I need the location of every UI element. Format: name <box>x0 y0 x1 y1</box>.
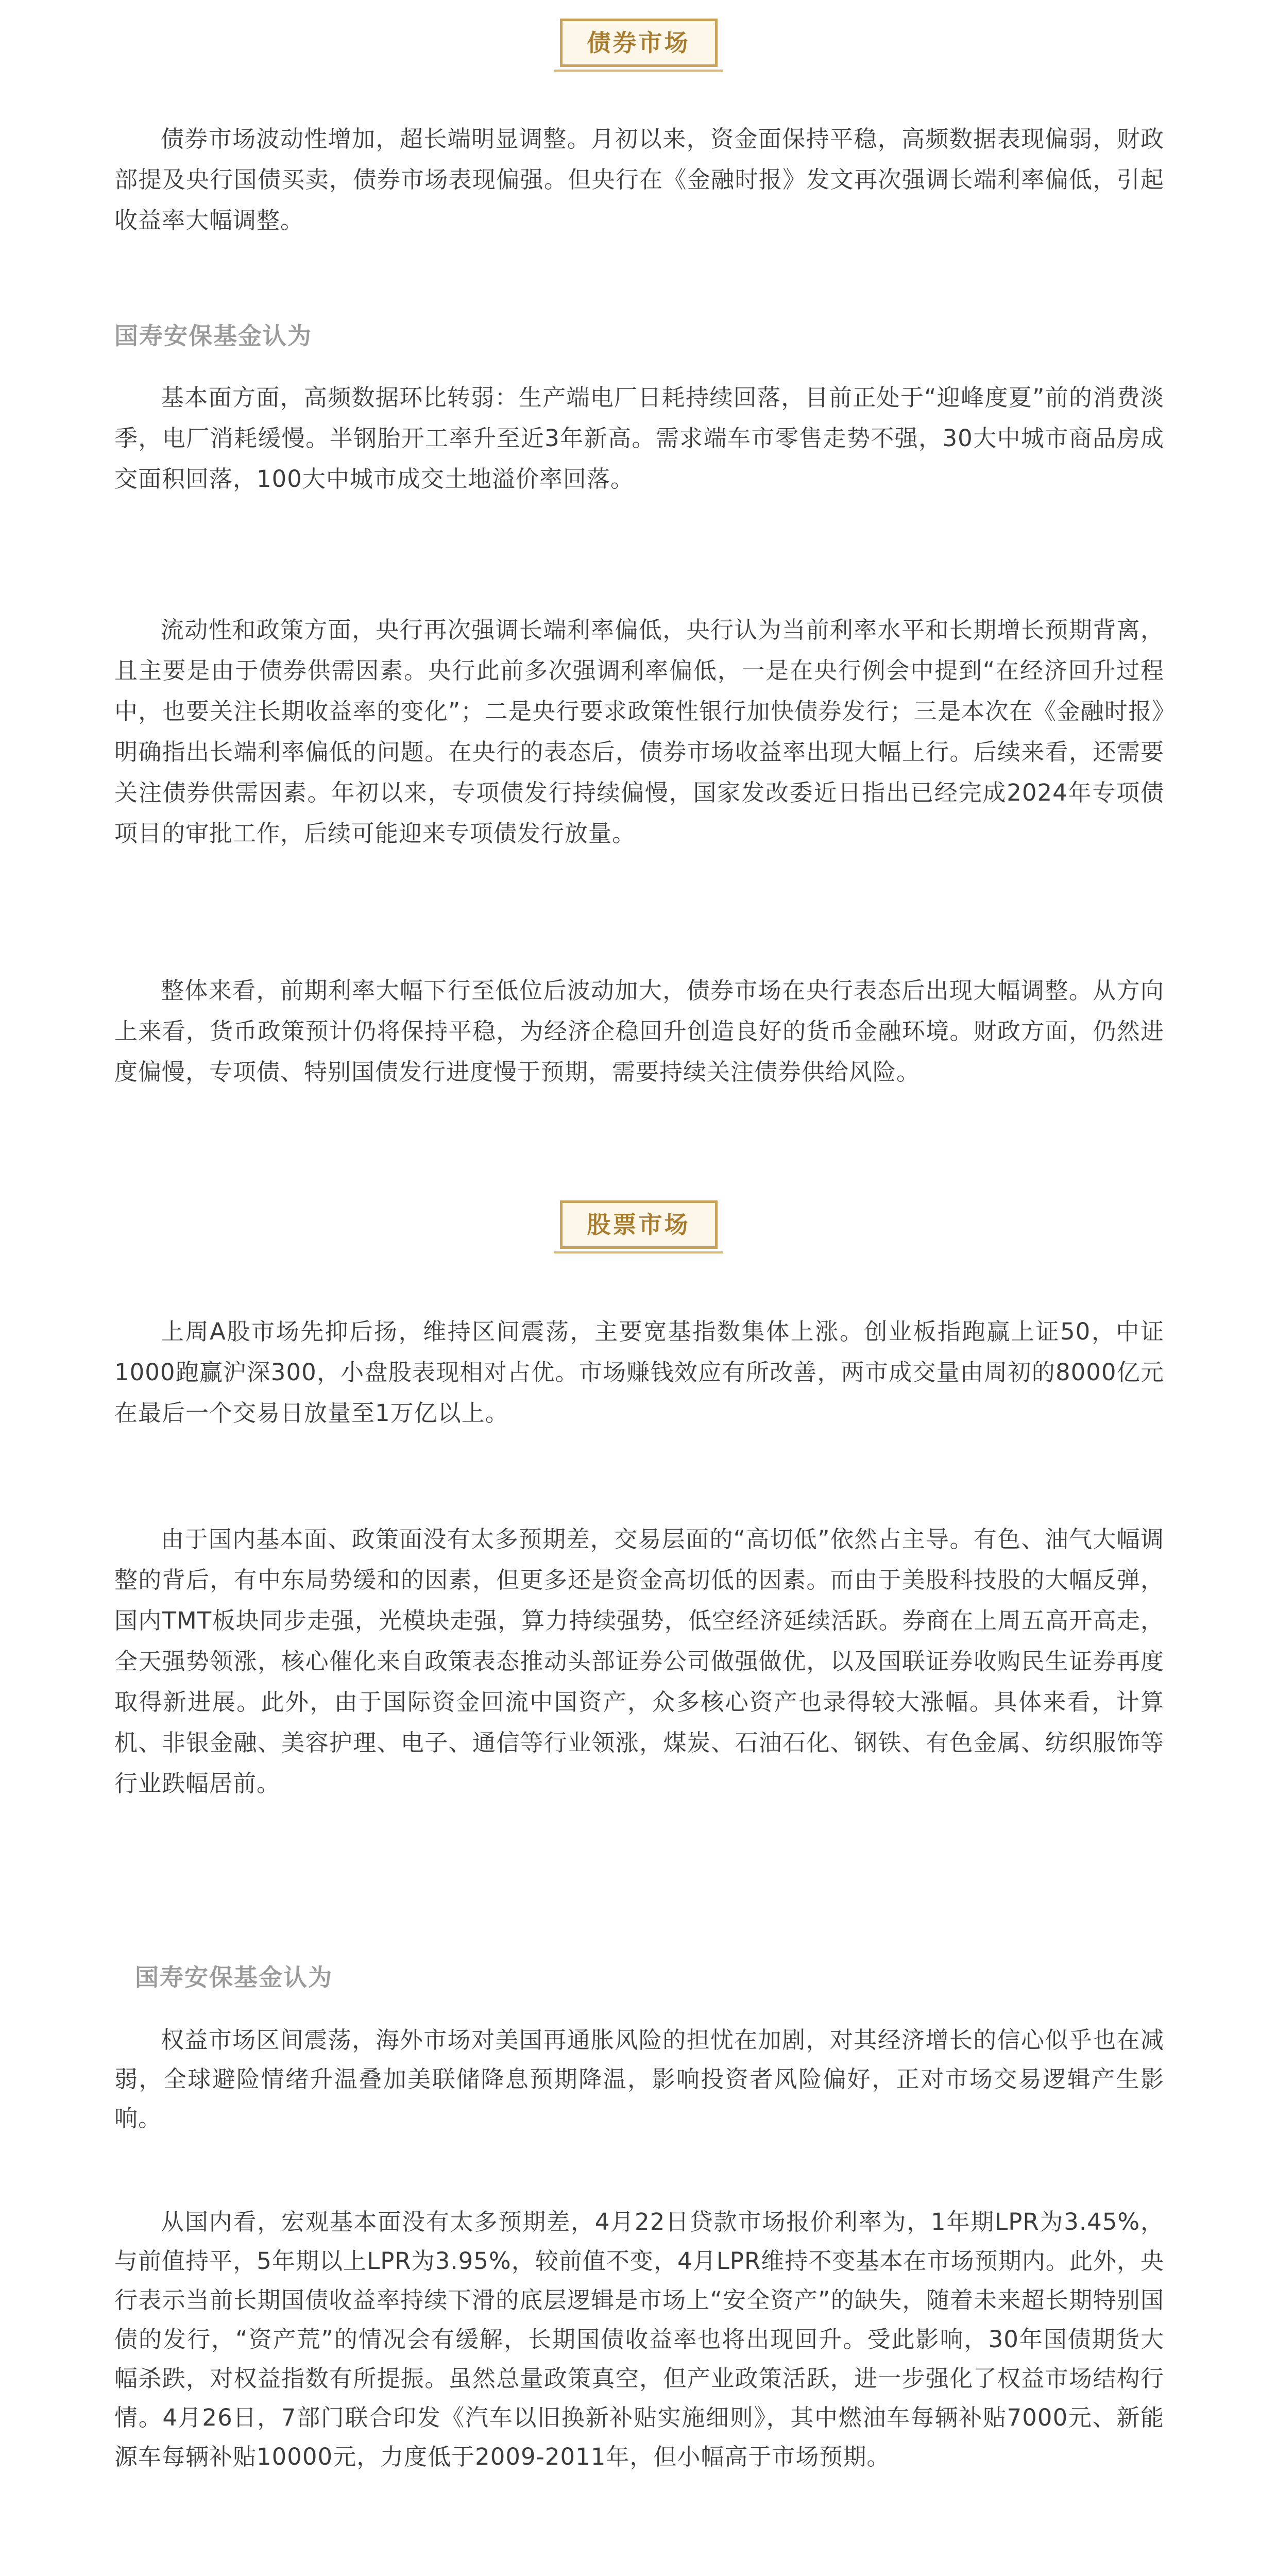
equity-view-summary-paragraph: 权益市场区间震荡，海外市场对美国再通胀风险的担忧在加剧，对其经济增长的信心似乎也在减弱，全球避险情绪升温叠加美联储降息预期降温，影响投资者风险偏好，正对市场交易逻辑产生影响。 <box>114 2026 1164 2132</box>
bond-liquidity-policy-paragraph: 流动性和政策方面，央行再次强调长端利率偏低，央行认为当前利率水平和长期增长预期背离，且主要是由于债券供需因素。央行此前多次强调利率偏低，一是在央行例会中提到“在经济回升过程中，也要关注长期收益率的变化”；二是央行要求政策性银行加快债券发行；三是本次在《金融时报》明确指出长端利率偏低的问题。在央行的表态后，债券市场收益率出现大幅上行。后续来看，还需要关注债券供需因素。年初以来，专项债发行持续偏慢，国家发改委近日指出已经完成2024年专项债项目的审批工作，后续可能迎来专项债发行放量。 <box>114 616 1164 847</box>
equity-section-header <box>0 1200 1277 1249</box>
equity-style-drivers-paragraph: 由于国内基本面、政策面没有太多预期差，交易层面的“高切低”依然占主导。有色、油气大幅调整的背后，有中东局势缓和的因素，但更多还是资金高切低的因素。而由于美股科技股的大幅反弹，国内TMT板块同步走强，光模块走强，算力持续强势，低空经济延续活跃。券商在上周五高开高走，全天强势领涨，核心催化来自政策表态推动头部证券公司做强做优，以及国联证券收购民生证券再度取得新进展。此外，由于国际资金回流中国资产，众多核心资产也录得较大涨幅。具体来看，计算机、非银金融、美容护理、电子、通信等行业领涨，煤炭、石油石化、钢铁、有色金属、纺织服饰等行业跌幅居前。 <box>114 1526 1164 1797</box>
equity-weekly-review-paragraph: 上周A股市场先抑后扬，维持区间震荡，主要宽基指数集体上涨。创业板指跑赢上证50，中证1000跑赢沪深300，小盘股表现相对占优。市场赚钱效应有所改善，两市成交量由周初的8000亿元在最后一个交易日放量至1万亿以上。 <box>114 1318 1164 1427</box>
bond-overall-paragraph: 整体来看，前期利率大幅下行至低位后波动加大，债券市场在央行表态后出现大幅调整。从方向上来看，货币政策预计仍将保持平稳，为经济企稳回升创造良好的货币金融环境。财政方面，仍然进度偏慢，专项债、特别国债发行进度慢于预期，需要持续关注债券供给风险。 <box>114 977 1164 1086</box>
bond-fundamentals-paragraph: 基本面方面，高频数据环比转弱：生产端电厂日耗持续回落，目前正处于“迎峰度夏”前的消费淡季，电厂消耗缓慢。半钢胎开工率升至近3年新高。需求端车市零售走势不强，30大中城市商品房成交面积回落，100大中城市成交土地溢价率回落。 <box>114 384 1164 493</box>
equity-view-heading: 国寿安保基金认为 <box>135 1963 333 1991</box>
equity-section-badge: 股票市场 <box>560 1200 718 1249</box>
bond-view-heading: 国寿安保基金认为 <box>114 322 312 350</box>
bond-intro-paragraph: 债券市场波动性增加，超长端明显调整。月初以来，资金面保持平稳，高频数据表现偏弱，财政部提及央行国债买卖，债券市场表现偏强。但央行在《金融时报》发文再次强调长端利率偏低，引起收益率大幅调整。 <box>114 125 1164 234</box>
bond-section-header <box>0 19 1277 67</box>
bond-section-badge: 债券市场 <box>560 19 718 67</box>
equity-domestic-paragraph: 从国内看，宏观基本面没有太多预期差，4月22日贷款市场报价利率为，1年期LPR为3.45%，与前值持平，5年期以上LPR为3.95%，较前值不变，4月LPR维持不变基本在市场预期内。此外，央行表示当前长期国债收益率持续下滑的底层逻辑是市场上“安全资产”的缺失，随着未来超长期特别国债的发行，“资产荒”的情况会有缓解，长期国债收益率也将出现回升。受此影响，30年国债期货大幅杀跌，对权益指数有所提振。虽然总量政策真空，但产业政策活跃，进一步强化了权益市场结构行情。4月26日，7部门联合印发《汽车以旧换新补贴实施细则》，其中燃油车每辆补贴7000元、新能源车每辆补贴10000元，力度低于2009-2011年，但小幅高于市场预期。 <box>114 2208 1164 2470</box>
